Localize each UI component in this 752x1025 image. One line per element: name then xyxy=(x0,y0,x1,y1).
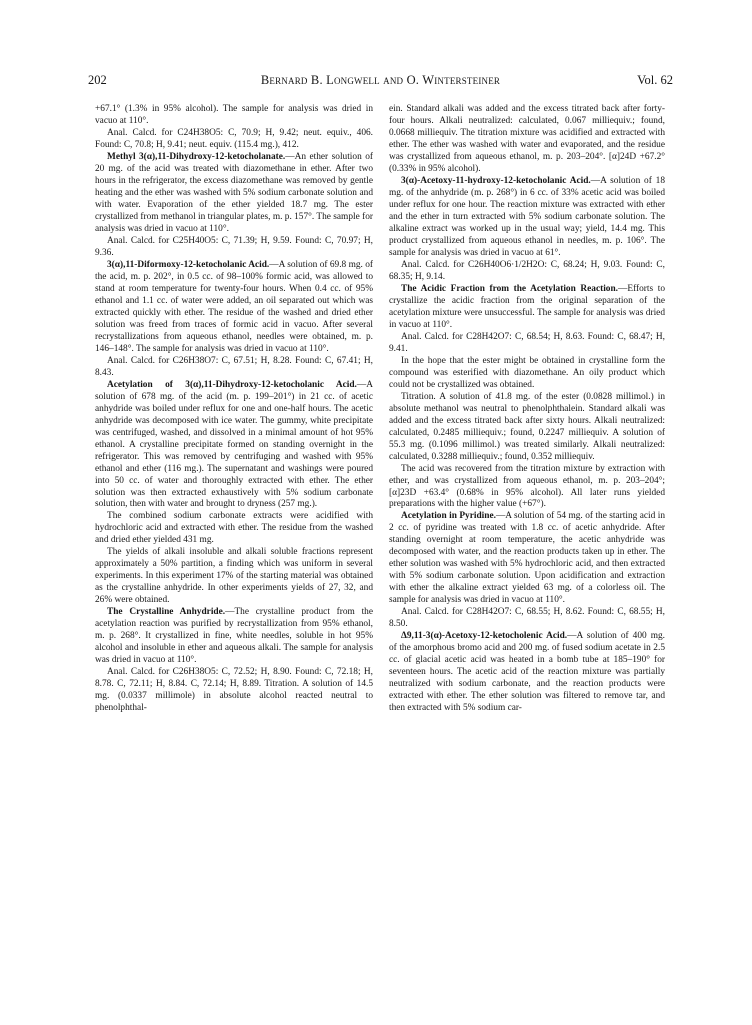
paragraph-text: ein. Standard alkali was added and the excess titrated back after forty-four hours. Alkali neutralized: calculated, 0.067 milliequiv.; found, 0.0668 milliequiv. The titration mixture was acidified and extracted with ether. The ether was washed with water and evaporated, and the residue was crystallized from aqueous ethanol, m. p. 203–204°. [α]24D +67.2° (0.33% in 95% alcohol). xyxy=(389,104,665,174)
paragraph-text: Anal. Calcd. for C24H38O5: C, 70.9; H, 9.42; neut. equiv., 406. Found: C, 70.8; H, 9.41; neut. equiv. (115.4 mg.), 412. xyxy=(95,127,373,150)
paragraph xyxy=(95,667,373,715)
paragraph xyxy=(389,511,665,607)
left-column xyxy=(95,104,373,715)
paragraph-text: Anal. Calcd. for C28H42O7: C, 68.54; H, 8.63. Found: C, 68.47; H, 9.41. xyxy=(389,331,665,354)
paragraph-text: —A solution of 69.8 mg. of the acid, m. p. 202°, in 0.5 cc. of 98–100% formic acid, was allowed to stand at room temperature for twenty-four hours. When 0.4 cc. of 95% ethanol and 1.1 cc. of water were added, an oil separated out which was extracted quickly with ether. The residue of the washed and dried ether solution was freed from traces of formic acid in vacuo. After several recrystallizations from aqueous ethanol, needles were obtained, m. p. 146–148°. The sample for analysis was dried in vacuo at 110°. xyxy=(95,259,373,354)
paragraph-text: The combined sodium carbonate extracts were acidified with hydrochloric acid and extracted with ether. The residue from the washed and dried ether yielded 431 mg. xyxy=(95,511,373,546)
paragraph xyxy=(95,152,373,236)
paragraph xyxy=(389,284,665,332)
paragraph xyxy=(95,380,373,512)
section-heading: Δ9,11-3(α)-Acetoxy-12-ketocholenic Acid. xyxy=(401,631,568,642)
section-heading: The Crystalline Anhydride. xyxy=(107,607,226,618)
volume-label: Vol. 62 xyxy=(637,73,673,87)
paragraph-text: Anal. Calcd. for C25H40O5: C, 71.39; H, 9.59. Found: C, 70.97; H, 9.36. xyxy=(95,235,373,258)
right-column xyxy=(389,104,665,715)
section-heading: The Acidic Fraction from the Acetylation Reaction. xyxy=(401,283,619,294)
paragraph xyxy=(389,356,665,392)
section-heading: Methyl 3(α),11-Dihydroxy-12-ketocholanate. xyxy=(107,151,286,162)
paragraph xyxy=(95,356,373,380)
paragraph xyxy=(95,236,373,260)
section-heading: Acetylation in Pyridine. xyxy=(401,511,496,522)
paragraph xyxy=(95,511,373,547)
paragraph xyxy=(389,104,665,176)
section-heading: Acetylation of 3(α),11-Dihydroxy-12-ketocholanic Acid. xyxy=(107,379,357,390)
paragraph xyxy=(95,104,373,128)
paragraph xyxy=(389,332,665,356)
paragraph-text: The yields of alkali insoluble and alkali soluble fractions represent approximately a 50% partition, a finding which was uniform in several experiments. In this experiment 17% of the starting material was obtained as the crystalline anhydride. In other experiments yields of 27, 32, and 26% were obtained. xyxy=(95,547,373,606)
paragraph xyxy=(95,547,373,607)
paragraph xyxy=(95,260,373,356)
paragraph-text: The acid was recovered from the titration mixture by extraction with ether, and was crystallized from aqueous ethanol, m. p. 203–204°; [α]23D +63.4° (0.68% in 95% alcohol). All later runs yielded preparations with the higher value (+67°). xyxy=(389,463,665,510)
page-number: 202 xyxy=(88,73,107,87)
running-title: Bernard B. Longwell and O. Wintersteiner xyxy=(260,73,501,87)
paragraph-text: Anal. Calcd. for C26H40O6·1/2H2O: C, 68.24; H, 9.03. Found: C, 68.35; H, 9.14. xyxy=(389,259,665,282)
paragraph-text: —An ether solution of 20 mg. of the acid was treated with diazomethane in ether. After two hours in the refrigerator, the excess diazomethane was removed by gentle heating and the ether was washed with 5% sodium carbonate solution and with water. Evaporation of the ether yielded 18.7 mg. The ester crystallized from methanol in triangular plates, m. p. 157°. The sample for analysis was dried in vacuo at 110°. xyxy=(95,151,374,234)
paragraph-text: —A solution of 400 mg. of the amorphous bromo acid and 200 mg. of fused sodium acetate in 2.5 cc. of glacial acetic acid was heated in a bomb tube at 185–190° for seventeen hours. The acetic acid of the reaction mixture was partially neutralized with sodium carbonate, and the reaction products were extracted with ether. The ether solution was filtered to remove tar, and then extracted with 5% sodium car- xyxy=(389,631,665,714)
paragraph-text: Anal. Calcd. for C26H38O5: C, 72.52; H, 8.90. Found: C, 72.18; H, 8.78. C, 72.11; H, 8.84. C, 72.14; H, 8.89. Titration. A solution of 14.5 mg. (0.0337 millimole) in absolute alcohol reacted neutral to phenolphthal- xyxy=(95,667,373,714)
paragraph-text: In the hope that the ester might be obtained in crystalline form the compound was esterified with diazomethane. An oily product which could not be crystallized was obtained. xyxy=(389,355,665,390)
paragraph xyxy=(389,631,665,715)
section-heading: 3(α)-Acetoxy-11-hydroxy-12-ketocholanic Acid. xyxy=(401,175,591,186)
paragraph xyxy=(389,260,665,284)
section-heading: 3(α),11-Diformoxy-12-ketocholanic Acid. xyxy=(107,259,270,270)
paragraph-text: Titration. A solution of 41.8 mg. of the ester (0.0828 millimol.) in absolute methanol was neutral to phenolphthalein. Standard alkali was added and the excess titrated back after sixty hours. Alkali neutralized: calculated, 0.2485 milliequiv.; found, 0.2247 milliequiv. A solution of 55.3 mg. (0.1096 millimol.) was treated similarly. Alkali neutralized: calculated, 0.3288 milliequiv.; found, 0.352 milliequiv. xyxy=(389,391,665,462)
paragraph xyxy=(95,128,373,152)
paragraph-text: Anal. Calcd. for C26H38O7: C, 67.51; H, 8.28. Found: C, 67.41; H, 8.43. xyxy=(95,355,373,378)
paragraph-text: —Efforts to crystallize the acidic fraction from the original separation of the acetylation mixture were unsuccessful. The sample for analysis was dried in vacuo at 110°. xyxy=(389,283,665,330)
paragraph-text: —The crystalline product from the acetylation reaction was purified by recrystallization from 95% ethanol, m. p. 268°. It crystallized in fine, white needles, soluble in hot 95% alcohol and insoluble in ether and aqueous alkali. The sample for analysis was dried in vacuo at 110°. xyxy=(95,607,373,666)
paragraph-text: —A solution of 54 mg. of the starting acid in 2 cc. of pyridine was treated with 1.8 cc. of acetic anhydride. After standing overnight at room temperature, the acetic anhydride was decomposed with water, and the reaction products taken up in ether. The ether solution was washed with 5% hydrochloric acid, and then extracted with 5% sodium carbonate solution. Upon acidification and extraction with ether the alkaline extract yielded 63 mg. of a colorless oil. The sample for analysis was dried in vacuo at 110°. xyxy=(389,511,666,606)
paragraph xyxy=(389,464,665,512)
paragraph xyxy=(389,607,665,631)
paragraph-text: —A solution of 678 mg. of the acid (m. p. 199–201°) in 21 cc. of acetic anhydride was boiled under reflux for one and one-half hours. The acetic anhydride was decomposed with ice water. The gummy, white precipitate was centrifuged, washed, and dissolved in a minimal amount of hot 95% ethanol. A crystalline precipitate formed on standing overnight in the refrigerator. This was removed by centrifuging and washed with 95% ethanol and ether (116 mg.). The supernatant and washings were poured into 50 cc. of water and thoroughly extracted with ether. The ether solution was then extracted exhaustively with 5% sodium carbonate solution, then with water and brought to dryness (257 mg.). xyxy=(95,379,373,510)
page-header xyxy=(88,72,673,88)
paragraph-text: +67.1° (1.3% in 95% alcohol). The sample for analysis was dried in vacuo at 110°. xyxy=(95,104,373,126)
paragraph-text: —A solution of 18 mg. of the anhydride (m. p. 268°) in 6 cc. of 33% acetic acid was boiled under reflux for one hour. The reaction mixture was extracted with ether and the ether in turn extracted with 5% sodium carbonate solution. The alkaline extract was worked up in the usual way; yield, 14.4 mg. This product crystallized from aqueous ethanol in needles, m. p. 106°. The sample for analysis was dried in vacuo at 61°. xyxy=(389,175,666,258)
paragraph xyxy=(95,607,373,667)
paragraph-text: Anal. Calcd. for C28H42O7: C, 68.55; H, 8.62. Found: C, 68.55; H, 8.50. xyxy=(389,607,665,630)
paragraph xyxy=(389,392,665,464)
paragraph xyxy=(389,176,665,260)
